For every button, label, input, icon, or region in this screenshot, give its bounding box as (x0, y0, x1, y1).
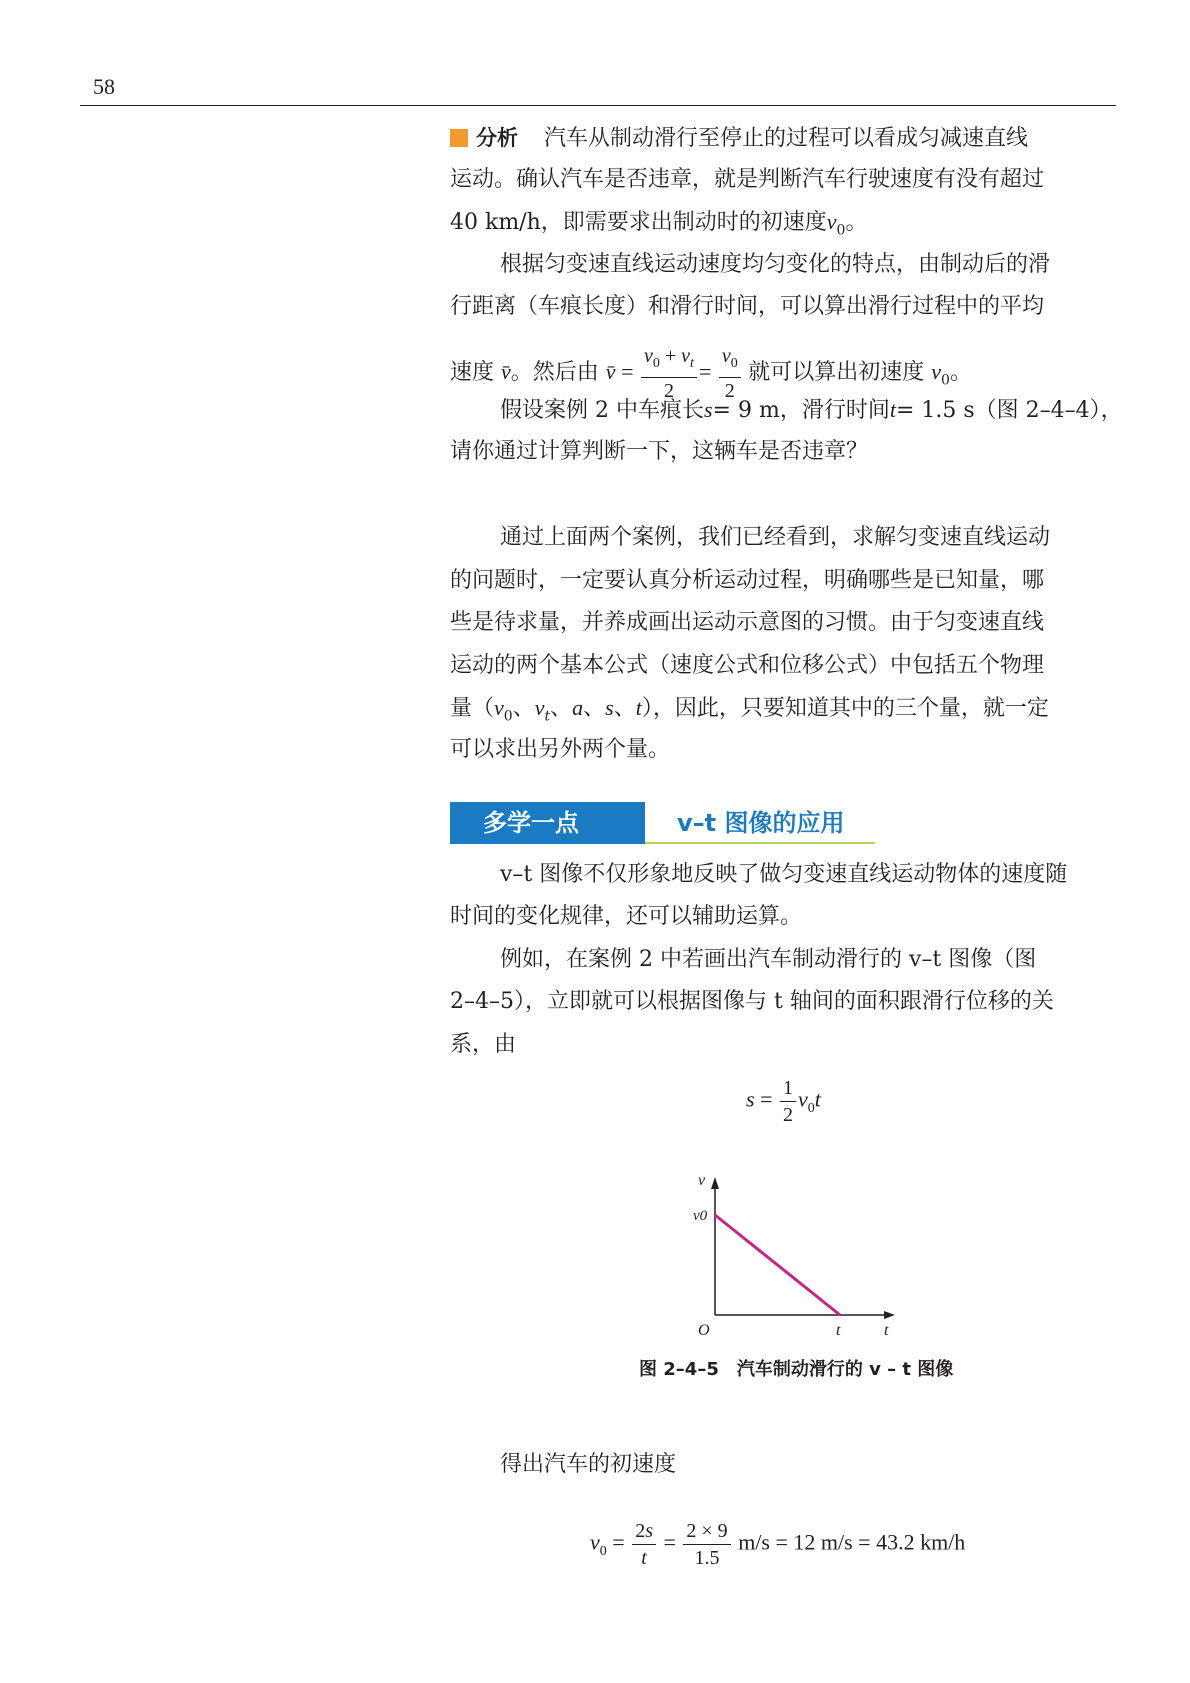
analysis-line-1 (450, 123, 1028, 154)
para3-text-1c: = 1.5 s（图 2–4–4）， (895, 398, 1123, 423)
learn-more-label: 多学一点 (450, 802, 645, 844)
para5-line-1: v–t 图像不仅形象地反映了做匀变速直线运动物体的速度随 (500, 862, 1068, 887)
para3-line-2: 请你通过计算判断一下，这辆车是否违章？ (450, 439, 869, 464)
initial-velocity-formula: $v_0$ = $\frac{2s}{t}$ = $\frac{2 \times 9}{1.5}$ m/s = 12 m/s = 43.2 km/h (590, 1520, 966, 1569)
para2-text-3d: 。 (949, 360, 972, 385)
para4-line-2: 的问题时，一定要认真分析运动过程，明确哪些是已知量，哪 (450, 568, 1045, 593)
para7-line-1: 得出汽车的初速度 (500, 1452, 677, 1477)
v-axis-label: v (698, 1172, 706, 1189)
para6-line-2: 2–4–5），立即就可以根据图像与 t 轴间的面积跟滑行位移的关 (450, 989, 1054, 1014)
origin-label: O (698, 1322, 710, 1339)
para4-line-4: 运动的两个基本公式（速度公式和位移公式）中包括五个物理 (450, 653, 1045, 678)
para4-text-5a: 量（ (450, 696, 495, 721)
para5-line-2: 时间的变化规律，还可以辅助运算。 (450, 904, 803, 929)
para4-line-5: 量（$v_0$、$v_t$、a、s、t），因此，只要知道其中的三个量，就一定 (450, 695, 1049, 725)
para2-text-3a: 速度 (450, 360, 495, 385)
v-axis-arrow-icon (711, 1177, 719, 1189)
analysis-line-2: 运动。确认汽车是否违章，就是判断汽车行驶速度有没有超过 (450, 167, 1045, 192)
analysis-line-3: 40 km/h，即需要求出制动时的初速度$v_0$。 (450, 209, 868, 239)
learn-more-title: v–t 图像的应用 (645, 802, 875, 844)
para3-text-1b: = 9 m，滑行时间 (712, 398, 890, 423)
para4-line-6: 可以求出另外两个量。 (450, 737, 671, 762)
para4-text-5b: ），因此，只要知道其中的三个量，就一定 (641, 696, 1049, 721)
analysis-text-3-end: 。 (845, 210, 868, 235)
para2-line-2: 行距离（车痕长度）和滑行时间，可以算出滑行过程中的平均 (450, 294, 1045, 319)
analysis-label: 分析 (476, 126, 518, 150)
para3-text-1a: 假设案例 2 中车痕长 (500, 398, 704, 423)
mean-velocity-formula: v̄ = $\frac{v_0 + v_t}{2}$ = $\frac{v_0}{2}$ (606, 359, 748, 384)
t-stop-label: t (836, 1322, 841, 1339)
analysis-text-1: 汽车从制动滑行至停止的过程可以看成匀减速直线 (544, 126, 1029, 151)
para6-line-1: 例如，在案例 2 中若画出汽车制动滑行的 v–t 图像（图 (500, 947, 1037, 972)
analysis-text-3: 40 km/h，即需要求出制动时的初速度 (450, 210, 827, 235)
page-number: 58 (93, 74, 115, 99)
para3-line-1: 假设案例 2 中车痕长s= 9 m，滑行时间t= 1.5 s（图 2–4–4）， (500, 397, 1123, 423)
para2-text-3b: 。然后由 (510, 360, 599, 385)
area-formula: s = $\frac{1}{2}$ $v_0t$ (746, 1077, 821, 1126)
para2-line-3: 速度 v̄。然后由 v̄ = $\frac{v_0 + v_t}{2}$ = $\frac{v_0}{2}$ 就可以算出初速度 $v_0$。 (450, 345, 972, 403)
velocity-line (715, 1215, 840, 1315)
para2-text-3c: 就可以算出初速度 (748, 360, 925, 385)
para4-line-1: 通过上面两个案例，我们已经看到，求解匀变速直线运动 (500, 525, 1051, 550)
header-rule (80, 105, 1116, 106)
formula-result: m/s = 12 m/s = 43.2 km/h (738, 1529, 966, 1555)
vt-graph-figure (690, 1165, 910, 1340)
para4-line-3: 些是待求量，并养成画出运动示意图的习惯。由于匀变速直线 (450, 610, 1045, 635)
figure-caption: 图 2–4–5 汽车制动滑行的 v – t 图像 (639, 1359, 954, 1380)
para2-line-1: 根据匀变速直线运动速度均匀变化的特点，由制动后的滑 (500, 252, 1051, 277)
para6-line-3: 系，由 (450, 1032, 517, 1057)
v0-label: v0 (693, 1208, 708, 1224)
t-axis-arrow-icon (884, 1311, 895, 1319)
analysis-square-icon (450, 129, 468, 147)
t-axis-label: t (884, 1322, 889, 1339)
